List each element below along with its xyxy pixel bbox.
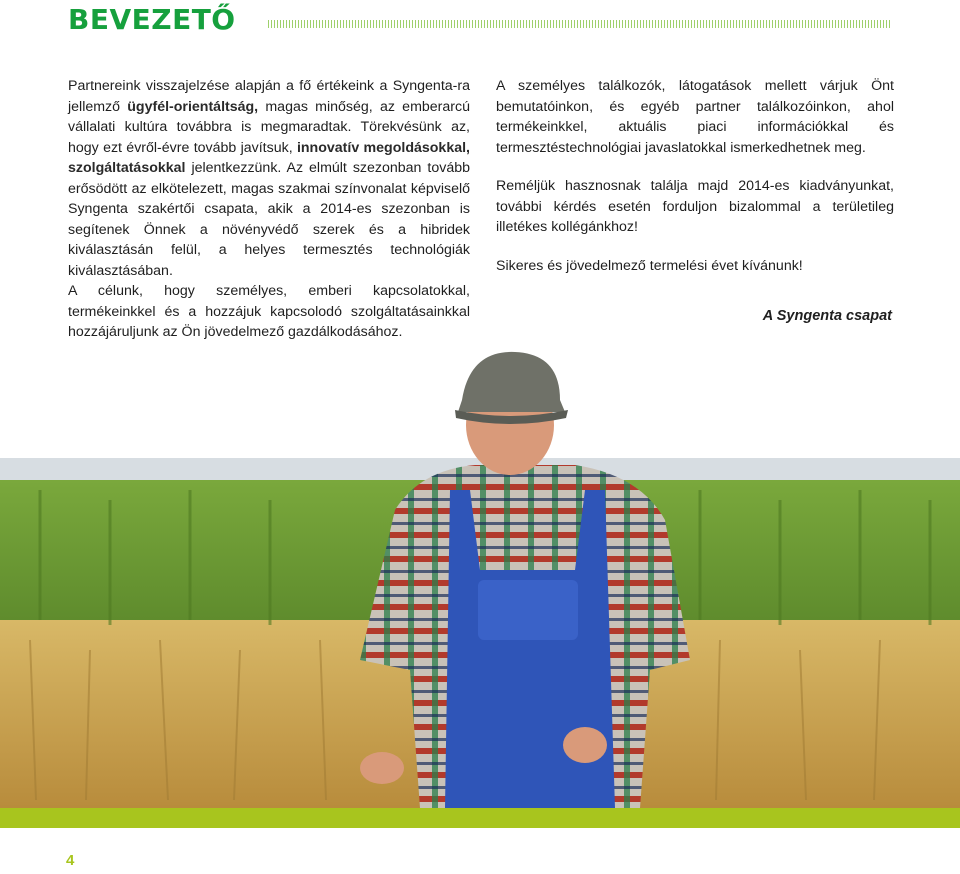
farmer-illustration: [0, 340, 960, 808]
right-paragraph-2: Reméljük hasznosnak találja majd 2014-es kiadványunkat, további kérdés esetén forduljon bizalommal a területileg illetékes kollégánkhoz!: [496, 178, 894, 235]
signature: A Syngenta csapat: [762, 308, 892, 324]
left-paragraph-2: A célunk, hogy személyes, emberi kapcsolatokkal, termékeinkkel és a hozzájuk kapcsolodó szolgáltatásainkkal hozzájáruljunk az Ön jövedelmező gazdálkodásához.: [68, 283, 470, 340]
left-paragraph-1: [68, 76, 470, 281]
text-run: jelentkezzünk. Az elmúlt szezonban tovább erősödött az elkötelezett, magas szakmai színvonalat képviselő Syngenta szakértői csapata, akik a 2014-es szezonban is segítenek Önnek a növényvédő szerek és a hibridek kiválasztásán felül, a helyes termesztés technológiák kiválasztásában.: [68, 160, 470, 279]
left-column: [68, 76, 470, 343]
right-paragraph-1: A személyes találkozók, látogatások mellett várjuk Önt bemutatóinkon, és egyéb partner találkozóinkon, ahol termékeinkkel, aktuális piaci információkkal és termesztéstechnológiai javaslatokkal ismerkedhetnek meg.: [496, 78, 894, 156]
text-run: magas minőség, az emberarcú vállalati kultúra továbbra is megmaradtak. Törekvésünk az, hogy ezt évről-évre tovább javítsuk,: [68, 98, 470, 156]
title-decorative-rule: [268, 20, 892, 28]
text-run-bold: ügyfél-orientáltság,: [127, 98, 259, 115]
page-title: BEVEZETŐ: [68, 3, 236, 36]
right-column: [496, 76, 894, 276]
footer-color-bar: [0, 808, 960, 828]
farmer-photo: [0, 340, 960, 808]
right-paragraph-3: Sikeres és jövedelmező termelési évet kívánunk!: [496, 257, 803, 274]
page-number: 4: [66, 852, 75, 869]
text-run: Partnereink visszajelzése alapján a fő értékeink a Syngenta-ra jellemző: [68, 78, 470, 115]
text-run-bold: innovatív megoldásokkal, szolgáltatásokkal: [68, 139, 470, 176]
